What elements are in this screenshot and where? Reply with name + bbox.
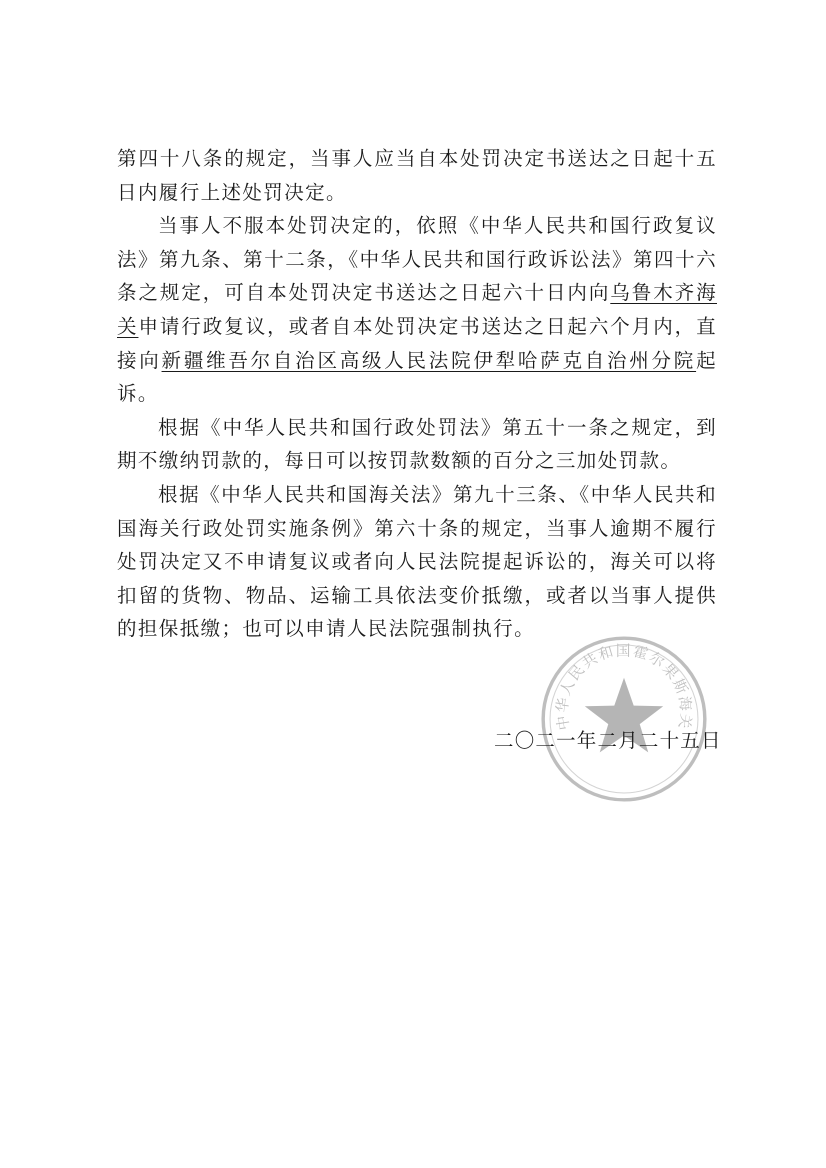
- paragraph-2: [117, 209, 717, 411]
- paragraph-2-text-a: 当事人不服本处罚决定的，依照《中华人民共和国行政复议法》第九条、第十二条，《中华人民共和国行政诉讼法》第四十六条之规定，可自本处罚决定书送达之日起六十日内向: [117, 214, 717, 305]
- document-body: [117, 142, 717, 646]
- paragraph-1: [117, 142, 717, 209]
- paragraph-3: [117, 411, 717, 478]
- court-name: 新疆维吾尔自治区高级人民法院伊犁哈萨克自治州分院: [161, 348, 697, 372]
- paragraph-1-text: 第四十八条的规定，当事人应当自本处罚决定书送达之日起十五日内履行上述处罚决定。: [117, 147, 717, 204]
- issue-date: 二〇二一年二月二十五日: [494, 729, 722, 752]
- seal-text: 中华人民共和国霍尔果斯海关: [553, 642, 695, 732]
- paragraph-3-text: 根据《中华人民共和国行政处罚法》第五十一条之规定，到期不缴纳罚款的，每日可以按罚款数额的百分之三加处罚款。: [117, 415, 717, 473]
- paragraph-2-text-b: 申请行政复议，或者自本处罚决定书送达之日起六个月内，直接向: [117, 314, 717, 372]
- paragraph-2-text-c: 起诉。: [117, 348, 717, 406]
- official-seal: [538, 633, 710, 805]
- review-authority: 乌鲁木齐海关: [117, 281, 717, 338]
- paragraph-4: [117, 478, 717, 646]
- paragraph-4-text: 根据《中华人民共和国海关法》第九十三条、《中华人民共和国海关行政处罚实施条例》第六十条的规定，当事人逾期不履行处罚决定又不申请复议或者向人民法院提起诉讼的，海关可以将扣留的货物、物品、运输工具依法变价抵缴，或者以当事人提供的担保抵缴；也可以申请人民法院强制执行。: [117, 482, 717, 641]
